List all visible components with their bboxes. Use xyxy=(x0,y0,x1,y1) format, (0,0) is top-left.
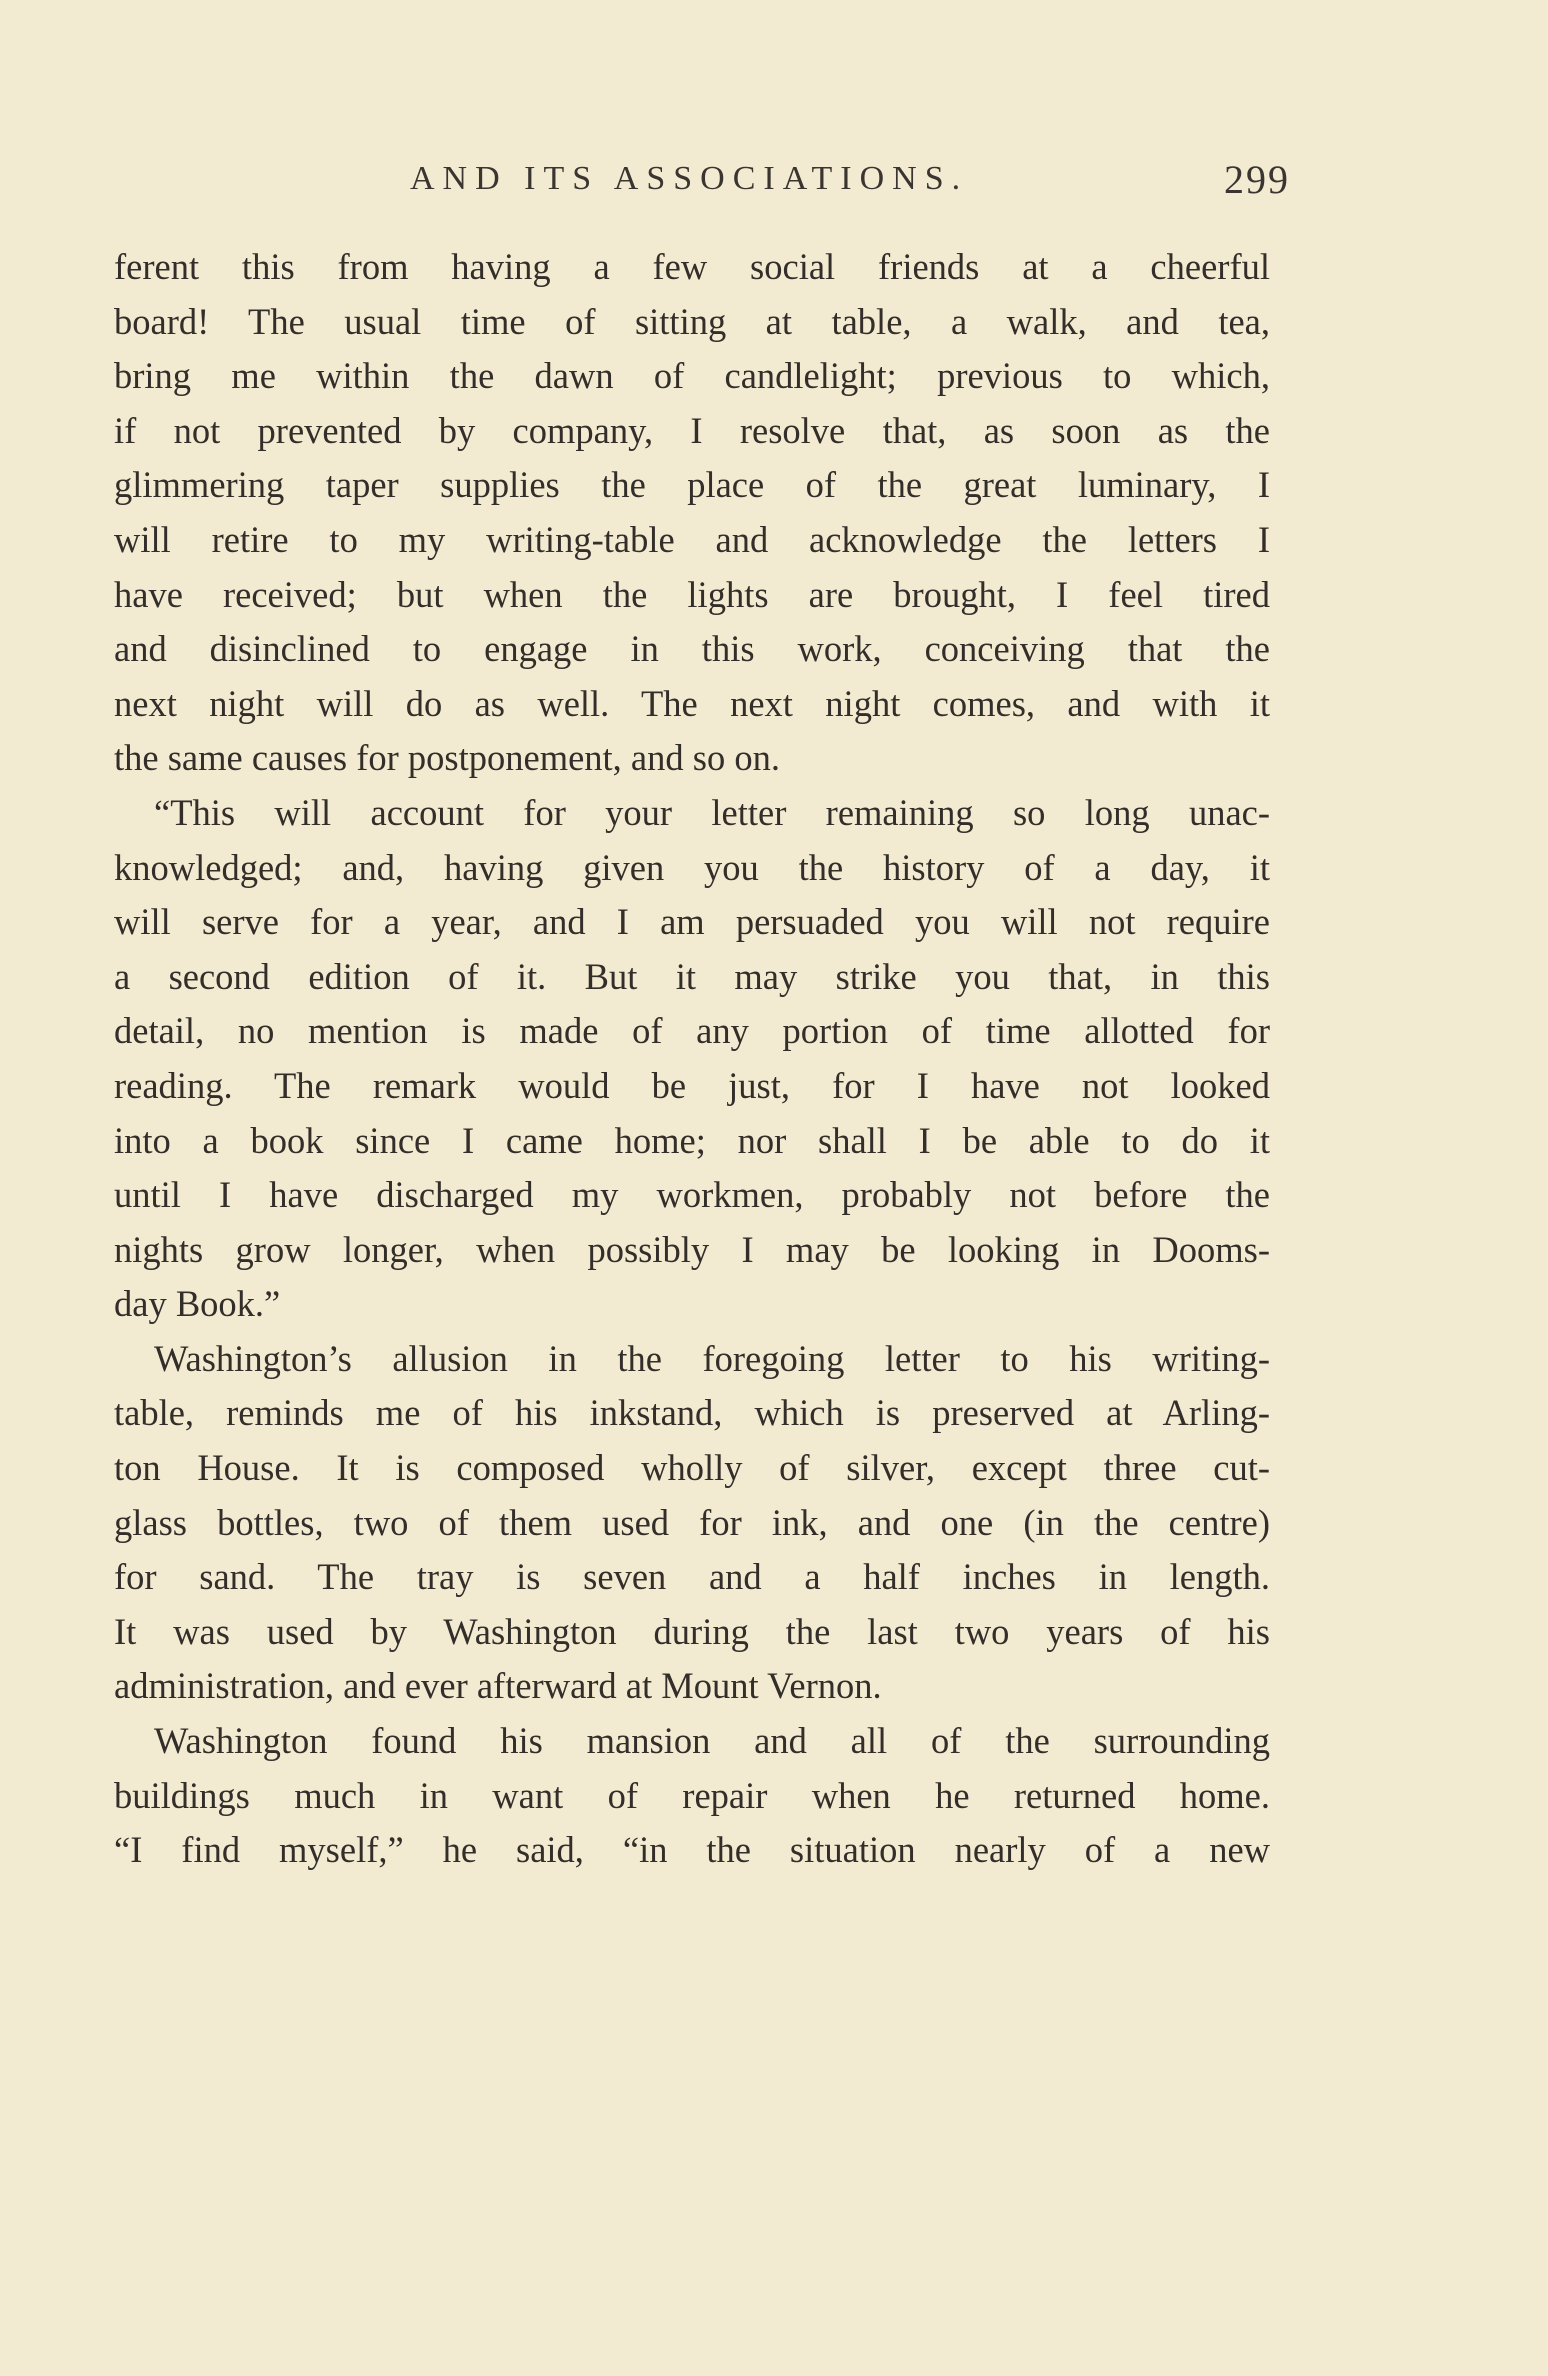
text-line: the same causes for postponement, and so on. xyxy=(114,737,780,779)
text-line: bring me within the dawn of candlelight; previous to which, xyxy=(114,355,1270,397)
text-line: for sand. The tray is seven and a half inches in length. xyxy=(114,1556,1270,1598)
text-line: and disinclined to engage in this work, conceiving that the xyxy=(114,628,1270,670)
text-line: “I find myself,” he said, “in the situation nearly of a new xyxy=(114,1829,1270,1871)
text-line: board! The usual time of sitting at table, a walk, and tea, xyxy=(114,300,1270,342)
text-line: glass bottles, two of them used for ink, and one (in the centre) xyxy=(114,1501,1270,1543)
text-line: buildings much in want of repair when he returned home. xyxy=(114,1774,1270,1816)
text-line: glimmering taper supplies the place of the great luminary, I xyxy=(114,464,1270,506)
text-line: into a book since I came home; nor shall I be able to do it xyxy=(114,1119,1270,1161)
text-line: have received; but when the lights are brought, I feel tired xyxy=(114,573,1270,615)
text-line: day Book.” xyxy=(114,1283,281,1325)
page-number: 299 xyxy=(1224,157,1290,202)
text-line: a second edition of it. But it may strike you that, in this xyxy=(114,955,1270,997)
text-line: Washington found his mansion and all of the surrounding xyxy=(154,1720,1270,1762)
text-line: ferent this from having a few social friends at a cheerful xyxy=(114,246,1270,287)
running-title: AND ITS ASSOCIATIONS. xyxy=(410,160,969,197)
text-line: knowledged; and, having given you the history of a day, it xyxy=(114,846,1270,888)
text-line: nights grow longer, when possibly I may be looking in Dooms- xyxy=(114,1228,1270,1270)
text-line: administration, and ever afterward at Mount Vernon. xyxy=(114,1665,882,1707)
text-line: It was used by Washington during the last two years of his xyxy=(114,1610,1270,1652)
text-line: Washington’s allusion in the foregoing letter to his writing- xyxy=(154,1337,1270,1379)
text-line: until I have discharged my workmen, probably not before the xyxy=(114,1174,1270,1216)
text-line: table, reminds me of his inkstand, which is preserved at Arling- xyxy=(114,1392,1270,1434)
running-head xyxy=(410,157,1290,210)
text-line: will retire to my writing-table and acknowledge the letters I xyxy=(114,518,1270,560)
text-line: “This will account for your letter remaining so long unac- xyxy=(154,791,1270,833)
text-line: will serve for a year, and I am persuaded you will not require xyxy=(114,901,1270,943)
text-line: detail, no mention is made of any portion of time allotted for xyxy=(114,1010,1270,1052)
text-line: reading. The remark would be just, for I have not looked xyxy=(114,1064,1270,1106)
text-line: next night will do as well. The next night comes, and with it xyxy=(114,682,1270,724)
text-line: ton House. It is composed wholly of silver, except three cut- xyxy=(114,1447,1270,1489)
text-line: if not prevented by company, I resolve that, as soon as the xyxy=(114,409,1270,451)
body-text xyxy=(114,240,1270,1878)
